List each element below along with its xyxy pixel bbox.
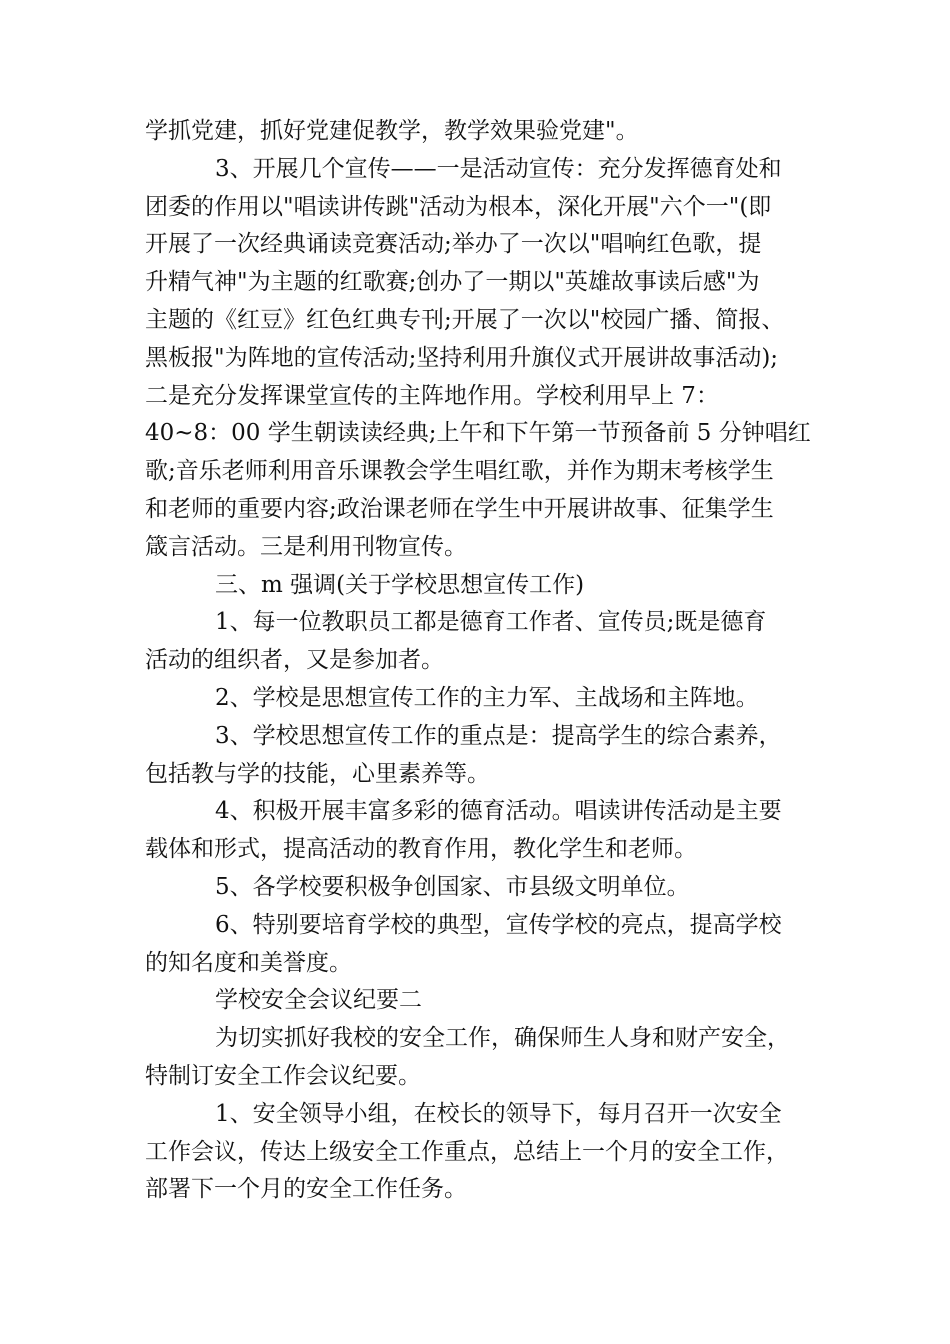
text-line: 载体和形式，提高活动的教育作用，教化学生和老师。 xyxy=(145,836,697,863)
text-line: 箴言活动。三是利用刊物宣传。 xyxy=(145,533,467,560)
text-line: 和老师的重要内容;政治课老师在学生中开展讲故事、征集学生 xyxy=(145,495,774,522)
text-line: 的知名度和美誉度。 xyxy=(145,949,352,976)
text-line: 5、各学校要积极争创国家、市县级文明单位。 xyxy=(215,873,690,900)
text-line: 3、学校思想宣传工作的重点是：提高学生的综合素养， xyxy=(215,722,782,749)
text-line: 活动的组织者，又是参加者。 xyxy=(145,647,444,674)
section-heading: 三、m 强调(关于学校思想宣传工作) xyxy=(215,571,585,598)
document-body xyxy=(145,113,815,1209)
text-line: 4、积极开展丰富多彩的德育活动。唱读讲传活动是主要 xyxy=(215,798,782,825)
text-line: 部署下一个月的安全工作任务。 xyxy=(145,1176,467,1203)
text-line: 学抓党建，抓好党建促教学，教学效果验党建"。 xyxy=(145,118,639,144)
text-line: 开展了一次经典诵读竞赛活动;举办了一次以"唱响红色歌，提 xyxy=(145,231,762,258)
text-line: 工作会议，传达上级安全工作重点，总结上一个月的安全工作， xyxy=(145,1138,789,1165)
text-line: 40~8：00 学生朝读读经典;上午和下午第一节预备前 5 分钟唱红 xyxy=(145,420,811,447)
text-line: 特制订安全工作会议纪要。 xyxy=(145,1062,421,1089)
text-line: 主题的《红豆》红色红典专刊;开展了一次以"校园广播、简报、 xyxy=(145,306,785,333)
text-line: 6、特别要培育学校的典型，宣传学校的亮点，提高学校 xyxy=(215,911,782,938)
section-heading: 学校安全会议纪要二 xyxy=(215,987,422,1014)
text-line: 2、学校是思想宣传工作的主力军、主战场和主阵地。 xyxy=(215,684,759,711)
text-line: 升精气神"为主题的红歌赛;创办了一期以"英雄故事读后感"为 xyxy=(145,269,760,296)
text-line: 团委的作用以"唱读讲传跳"活动为根本，深化开展"六个一"(即 xyxy=(145,193,772,220)
text-line: 二是充分发挥课堂宣传的主阵地作用。学校利用早上 7： xyxy=(145,382,719,409)
text-line: 为切实抓好我校的安全工作，确保师生人身和财产安全， xyxy=(215,1025,790,1052)
text-line: 1、安全领导小组，在校长的领导下，每月召开一次安全 xyxy=(215,1100,782,1127)
text-line: 黑板报"为阵地的宣传活动;坚持利用升旗仪式开展讲故事活动); xyxy=(145,344,779,371)
text-line: 歌;音乐老师利用音乐课教会学生唱红歌，并作为期末考核学生 xyxy=(145,458,774,485)
text-line: 1、每一位教职员工都是德育工作者、宣传员;既是德育 xyxy=(215,609,767,636)
text-line: 3、开展几个宣传——一是活动宣传：充分发挥德育处和 xyxy=(215,155,782,182)
text-line: 包括教与学的技能，心里素养等。 xyxy=(145,760,490,787)
